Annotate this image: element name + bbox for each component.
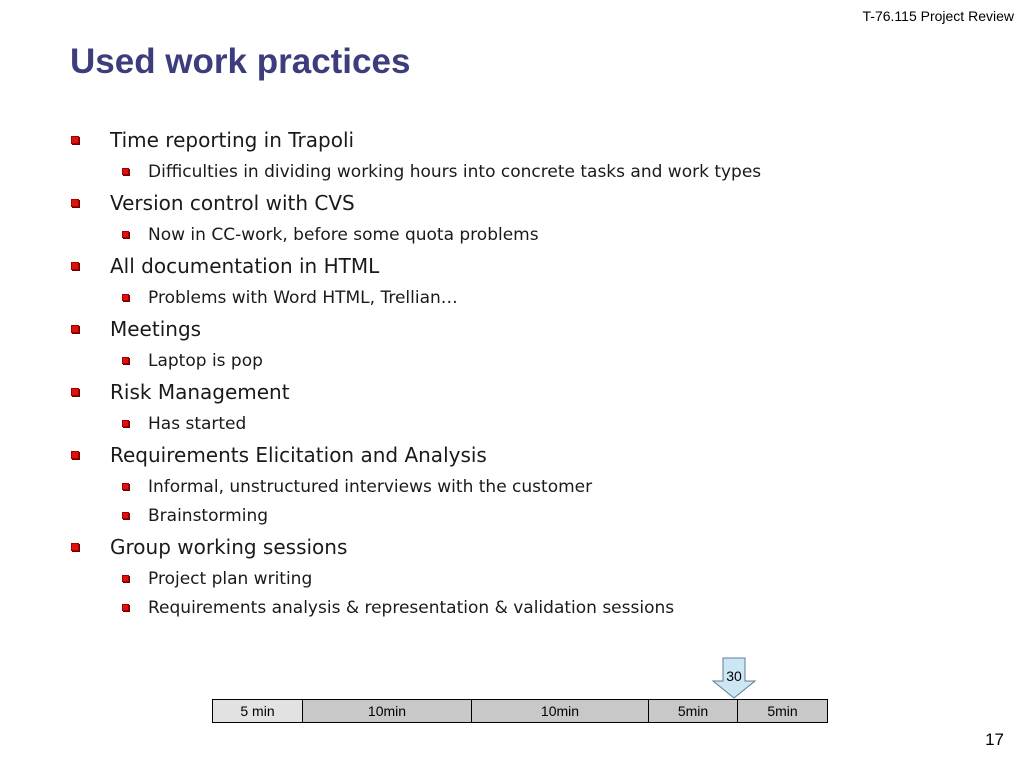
square-bullet-icon: [71, 543, 79, 551]
timeline-segment: 10min: [303, 700, 472, 722]
bullet-row: [68, 312, 998, 346]
sub-bullet-text: Difficulties in dividing working hours into concrete tasks and work types: [148, 161, 762, 182]
bullet-row: [68, 375, 998, 409]
square-bullet-icon: [71, 325, 79, 333]
square-bullet-icon: [122, 512, 129, 519]
square-bullet-icon: [122, 231, 129, 238]
bullet-text: Requirements Elicitation and Analysis: [110, 443, 487, 467]
list-item: [68, 186, 998, 249]
square-bullet-icon: [122, 294, 129, 301]
sub-bullet-row: [68, 564, 998, 593]
bullet-row: [68, 249, 998, 283]
list-item: [68, 375, 998, 438]
square-bullet-icon: [122, 168, 129, 175]
bullet-text: Time reporting in Trapoli: [110, 128, 355, 152]
sub-bullet-text: Requirements analysis & representation & validation sessions: [148, 597, 675, 618]
square-bullet-icon: [122, 483, 129, 490]
bullet-row: [68, 530, 998, 564]
timeline-segment: 5min: [649, 700, 738, 722]
sub-bullet-row: [68, 157, 998, 186]
square-bullet-icon: [122, 575, 129, 582]
sub-bullet-row: [68, 346, 998, 375]
square-bullet-icon: [71, 388, 79, 396]
sub-bullet-text: Now in CC-work, before some quota problems: [148, 224, 539, 245]
list-item: [68, 438, 998, 530]
header-label: T-76.115 Project Review: [862, 8, 1014, 24]
square-bullet-icon: [71, 136, 79, 144]
page-title: Used work practices: [70, 42, 411, 81]
sub-bullet-row: [68, 409, 998, 438]
sub-bullet-row: [68, 472, 998, 501]
sub-bullet-text: Problems with Word HTML, Trellian…: [148, 287, 458, 308]
square-bullet-icon: [122, 357, 129, 364]
bullet-row: [68, 438, 998, 472]
sub-bullet-row: [68, 501, 998, 530]
sub-bullet-row: [68, 283, 998, 312]
list-item: [68, 249, 998, 312]
sub-bullet-text: Project plan writing: [148, 568, 313, 589]
bullet-text: All documentation in HTML: [110, 254, 380, 278]
list-item: [68, 312, 998, 375]
timeline-segment: 10min: [472, 700, 649, 722]
bullet-list: [68, 123, 998, 622]
bullet-row: [68, 123, 998, 157]
sub-bullet-text: Laptop is pop: [148, 350, 263, 371]
sub-bullet-text: Has started: [148, 413, 247, 434]
square-bullet-icon: [122, 420, 129, 427]
sub-bullet-text: Informal, unstructured interviews with the customer: [148, 476, 593, 497]
square-bullet-icon: [71, 262, 79, 270]
square-bullet-icon: [71, 451, 79, 459]
sub-bullet-row: [68, 593, 998, 622]
square-bullet-icon: [122, 604, 129, 611]
sub-bullet-row: [68, 220, 998, 249]
timeline-segment: 5min: [738, 700, 827, 722]
bullet-row: [68, 186, 998, 220]
list-item: [68, 530, 998, 622]
sub-bullet-text: Brainstorming: [148, 505, 269, 526]
timeline-bar: [212, 699, 828, 723]
bullet-text: Risk Management: [110, 380, 290, 404]
list-item: [68, 123, 998, 186]
timeline-segment: 5 min: [213, 700, 303, 722]
square-bullet-icon: [71, 199, 79, 207]
bullet-text: Meetings: [110, 317, 202, 341]
bullet-text: Version control with CVS: [110, 191, 355, 215]
timeline-marker-label: 30: [726, 668, 742, 684]
bullet-text: Group working sessions: [110, 535, 348, 559]
page-number: 17: [985, 730, 1004, 749]
